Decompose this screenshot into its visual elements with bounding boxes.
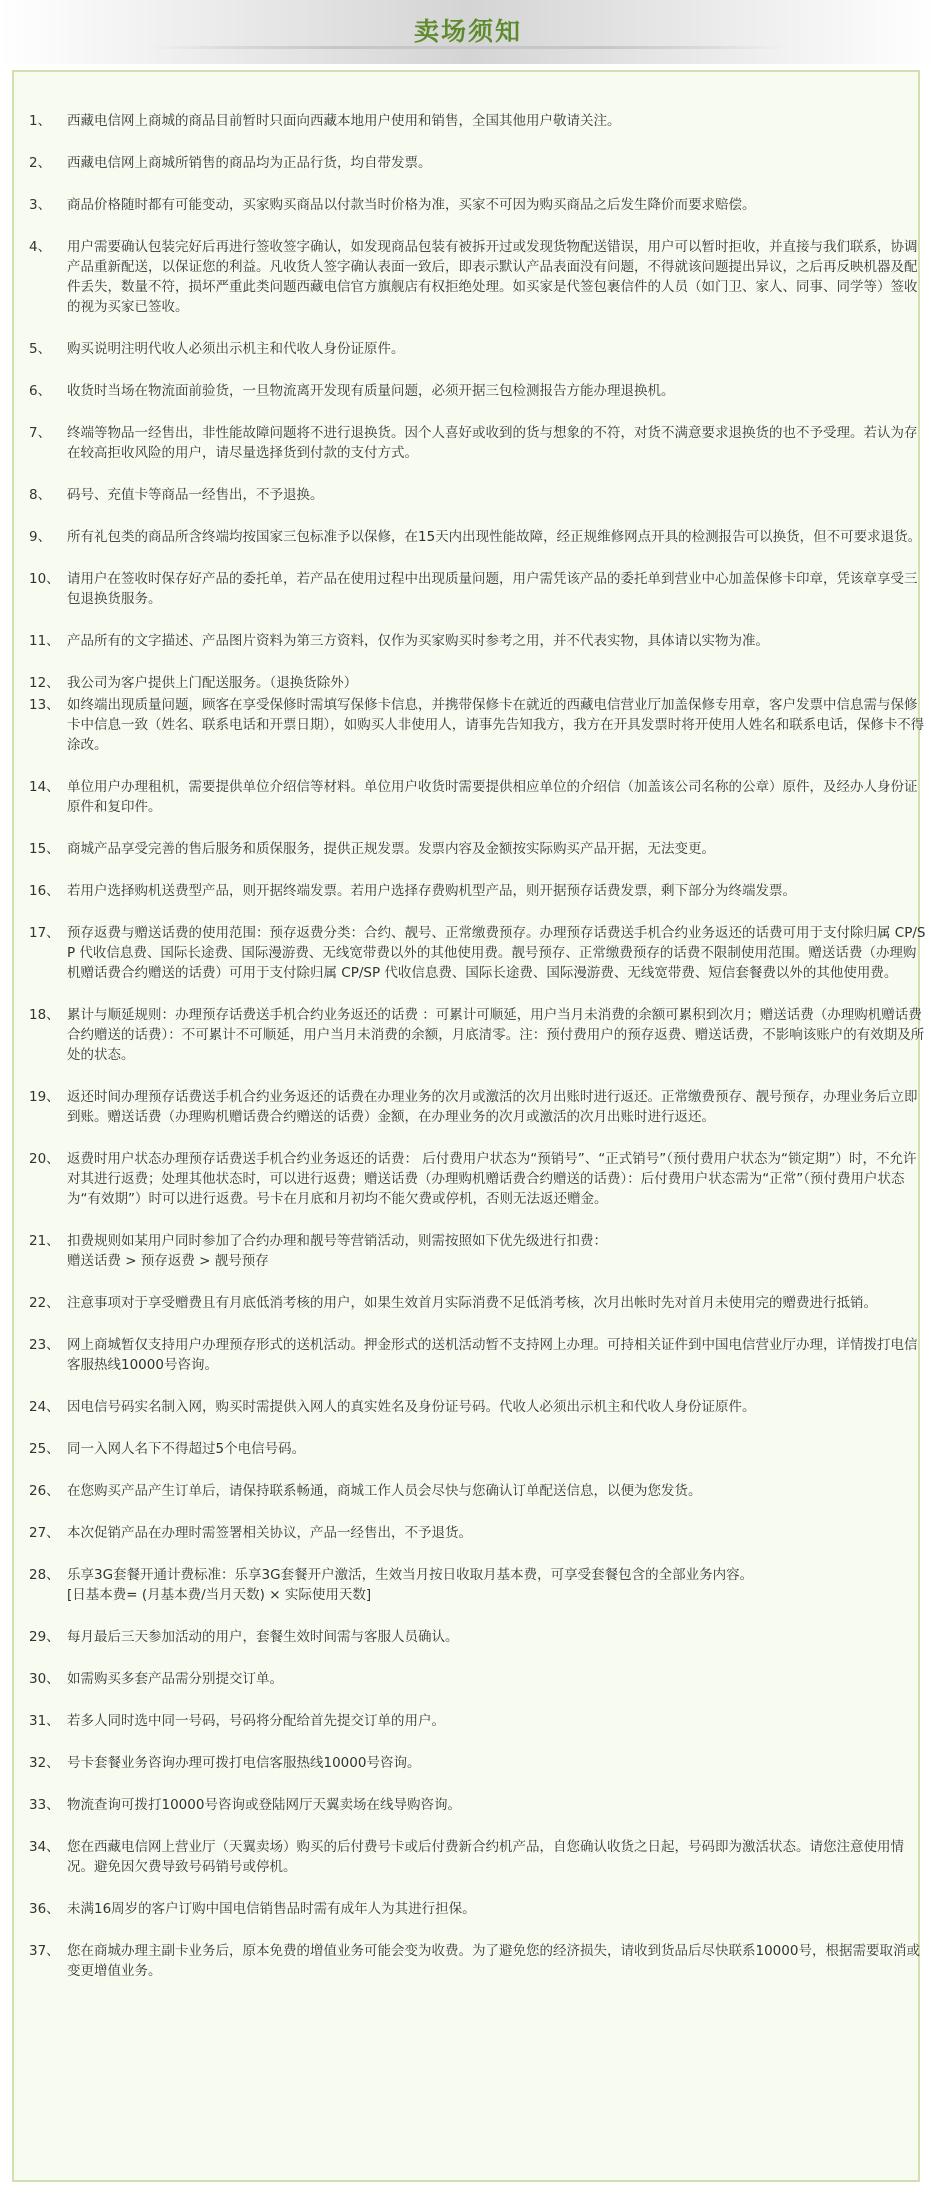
notice-item-number: 31、 (29, 1713, 60, 1729)
notice-item-text: 产品所有的文字描述、产品图片资料为第三方资料，仅作为买家购买时参考之用，并不代表实物，具体请以实物为准。 (67, 633, 769, 649)
notice-item-number: 19、 (29, 1089, 60, 1105)
notice-item (29, 1899, 929, 1919)
notice-item-number: 8、 (29, 487, 52, 503)
notice-item-text: 返还时间办理预存话费送手机合约业务返还的话费在办理业务的次月或激活的次月出账时进行返还。正常缴费预存、靓号预存，办理业务后立即到账。赠送话费（办理购机赠话费合约赠送的话费）金额，在办理业务的次月或激活的次月出账时进行返还。 (67, 1089, 918, 1125)
notice-item (29, 695, 929, 755)
notice-item (29, 111, 929, 131)
notice-item (29, 1627, 929, 1647)
notice-item-number: 32、 (29, 1755, 60, 1771)
notice-item (29, 423, 929, 463)
notice-item-text: 号卡套餐业务咨询办理可拨打电信客服热线10000号咨询。 (67, 1755, 421, 1771)
notice-item-number: 21、 (29, 1233, 60, 1249)
notice-item-number: 26、 (29, 1483, 60, 1499)
notice-item (29, 777, 929, 817)
notice-item-number: 15、 (29, 841, 60, 857)
notice-item-text: 西藏电信网上商城的商品目前暂时只面向西藏本地用户使用和销售，全国其他用户敬请关注。 (67, 113, 621, 129)
notice-item-text: 如需购买多套产品需分别提交订单。 (67, 1671, 283, 1687)
notice-item-number: 29、 (29, 1629, 60, 1645)
notice-item-text: 扣费规则如某用户同时参加了合约办理和靓号等营销活动，则需按照如下优先级进行扣费： (67, 1233, 607, 1249)
notice-item-number: 4、 (29, 239, 52, 255)
notice-item-number: 20、 (29, 1151, 60, 1167)
notice-item (29, 1837, 929, 1877)
notice-panel (12, 70, 926, 2182)
notice-item (29, 195, 929, 215)
notice-item-number: 17、 (29, 925, 60, 941)
notice-item (29, 527, 929, 547)
notice-list (29, 111, 929, 2003)
notice-item (29, 1231, 929, 1271)
notice-item (29, 381, 929, 401)
notice-item (29, 485, 929, 505)
page-title: 卖场须知 (413, 17, 522, 46)
notice-item-text: 终端等物品一经售出，非性能故障问题将不进行退换货。因个人喜好或收到的货与想象的不符，对货不满意要求退换货的也不予受理。若认为存在较高拒收风险的用户，请尽量选择货到付款的支付方式。 (67, 425, 918, 461)
notice-item-number: 36、 (29, 1901, 60, 1917)
notice-item (29, 153, 929, 173)
notice-item-number: 5、 (29, 341, 52, 357)
notice-item-text: 码号、充值卡等商品一经售出，不予退换。 (67, 487, 324, 503)
notice-item-text: 西藏电信网上商城所销售的商品均为正品行货，均自带发票。 (67, 155, 432, 171)
notice-item-text: 若用户选择购机送费型产品，则开据终端发票。若用户选择存费购机型产品，则开据预存话费发票，剩下部分为终端发票。 (67, 883, 796, 899)
notice-item (29, 631, 929, 651)
notice-item-text: 乐享3G套餐开通计费标准：乐享3G套餐开户激活，生效当月按日收取月基本费，可享受套餐包含的全部业务内容。 (67, 1567, 754, 1583)
notice-item (29, 1087, 929, 1127)
notice-item-text: 每月最后三天参加活动的用户，套餐生效时间需与客服人员确认。 (67, 1629, 459, 1645)
notice-item (29, 923, 929, 983)
notice-item-text: 商城产品享受完善的售后服务和质保服务，提供正规发票。发票内容及金额按实际购买产品开据，无法变更。 (67, 841, 715, 857)
notice-item-number: 22、 (29, 1295, 60, 1311)
notice-item-number: 2、 (29, 155, 52, 171)
notice-item (29, 673, 929, 693)
notice-item-number: 9、 (29, 529, 52, 545)
notice-item-number: 23、 (29, 1337, 60, 1353)
notice-item-text: 单位用户办理租机，需要提供单位介绍信等材料。单位用户收货时需要提供相应单位的介绍信（加盖该公司名称的公章）原件，及经办人身份证原件和复印件。 (67, 779, 918, 815)
notice-item (29, 1293, 929, 1313)
notice-item-text: 累计与顺延规则：办理预存话费送手机合约业务返还的话费 ：可累计可顺延，用户当月未消费的余额可累积到次月；赠送话费（办理购机赠话费合约赠送的话费）：不可累计不可顺延，用户当月未消费的余额，月底清零。注：预付费用户的预存返费、赠送话费，不影响该账户的有效期及所处的状态。 (67, 1007, 925, 1063)
notice-item (29, 1795, 929, 1815)
notice-item-number: 24、 (29, 1399, 60, 1415)
notice-item-text: 如终端出现质量问题，顾客在享受保修时需填写保修卡信息，并携带保修卡在就近的西藏电信营业厅加盖保修专用章，客户发票中信息需与保修卡中信息一致（姓名、联系电话和开票日期），如购买人非使用人，请事先告知我方，我方在开具发票时将开使用人姓名和联系电话，保修卡不得涂改。 (67, 697, 925, 753)
notice-item-number: 30、 (29, 1671, 60, 1687)
notice-item (29, 1397, 929, 1417)
notice-item-text: 注意事项对于享受赠费且有月底低消考核的用户，如果生效首月实际消费不足低消考核，次月出帐时先对首月未使用完的赠费进行抵销。 (67, 1295, 877, 1311)
notice-item-number: 33、 (29, 1797, 60, 1813)
notice-item-text: 同一入网人名下不得超过5个电信号码。 (67, 1441, 306, 1457)
notice-item (29, 1335, 929, 1375)
notice-item-text: 未满16周岁的客户订购中国电信销售品时需有成年人为其进行担保。 (67, 1901, 476, 1917)
notice-item (29, 1439, 929, 1459)
notice-item-number: 16、 (29, 883, 60, 899)
notice-item-text: 购买说明注明代收人必须出示机主和代收人身份证原件。 (67, 341, 405, 357)
notice-item (29, 1523, 929, 1543)
notice-item-number: 3、 (29, 197, 52, 213)
notice-item (29, 569, 929, 609)
notice-item-number: 11、 (29, 633, 60, 649)
notice-item-number: 27、 (29, 1525, 60, 1541)
notice-item-number: 1、 (29, 113, 52, 129)
notice-item (29, 1711, 929, 1731)
notice-item-number: 7、 (29, 425, 52, 441)
notice-item (29, 1149, 929, 1209)
notice-item (29, 1481, 929, 1501)
notice-item-number: 25、 (29, 1441, 60, 1457)
notice-item-text: 网上商城暂仅支持用户办理预存形式的送机活动。押金形式的送机活动暂不支持网上办理。可持相关证件到中国电信营业厅办理，详情拨打电信客服热线10000号咨询。 (67, 1337, 918, 1373)
notice-item (29, 881, 929, 901)
notice-item-number: 14、 (29, 779, 60, 795)
notice-item-text: 返费时用户状态办理预存话费送手机合约业务返还的话费： 后付费用户状态为“预销号”、“正式销号”（预付费用户状态为“锁定期”）时，不允许对其进行返费；处理其他状态时，可以进行返费；赠送话费（办理购机赠话费合约赠送的话费）：后付费用户状态需为“正常”（预付费用户状态为“有效期”）时可以进行返费。号卡在月底和月初均不能欠费或停机，否则无法返还赠金。 (67, 1151, 917, 1207)
notice-item (29, 1005, 929, 1065)
title-bar (0, 0, 936, 64)
notice-item-text-line2: 赠送话费 > 预存返费 > 靓号预存 (67, 1253, 269, 1269)
notice-item-number: 13、 (29, 697, 60, 713)
notice-item-text: 因电信号码实名制入网，购买时需提供入网人的真实姓名及身份证号码。代收人必须出示机主和代收人身份证原件。 (67, 1399, 756, 1415)
notice-item (29, 237, 929, 317)
notice-item-text: 本次促销产品在办理时需签署相关协议，产品一经售出，不予退货。 (67, 1525, 472, 1541)
notice-item-number: 12、 (29, 675, 60, 691)
notice-item-number: 28、 (29, 1567, 60, 1583)
notice-item-text: 请用户在签收时保存好产品的委托单，若产品在使用过程中出现质量问题，用户需凭该产品的委托单到营业中心加盖保修卡印章，凭该章享受三包退换货服务。 (67, 571, 918, 607)
notice-item-text: 若多人同时选中同一号码，号码将分配给首先提交订单的用户。 (67, 1713, 445, 1729)
notice-item-text: 所有礼包类的商品所含终端均按国家三包标准予以保修，在15天内出现性能故障，经正规维修网点开具的检测报告可以换货，但不可要求退货。 (67, 529, 922, 545)
notice-item (29, 1565, 929, 1605)
notice-item-number: 10、 (29, 571, 60, 587)
notice-item-number: 6、 (29, 383, 52, 399)
notice-item-text: 预存返费与赠送话费的使用范围：预存返费分类：合约、靓号、正常缴费预存。办理预存话费送手机合约业务返还的话费可用于支付除归属 CP/SP 代收信息费、国际长途费、国际漫游费、无线宽带费以外的其他使用费。靓号预存、正常缴费预存的话费不限制使用范围。赠送话费（办理购机赠话费合约赠送的话费）可用于支付除归属 CP/SP 代收信息费、国际长途费、国际漫游费、无线宽带费、短信套餐费以外的其他使用费。 (67, 925, 926, 981)
notice-item (29, 1669, 929, 1689)
notice-item-text: 在您购买产品产生订单后，请保持联系畅通，商城工作人员会尽快与您确认订单配送信息，以便为您发货。 (67, 1483, 702, 1499)
notice-item-text: 物流查询可拨打10000号咨询或登陆网厅天翼卖场在线导购咨询。 (67, 1797, 461, 1813)
notice-item-text: 收货时当场在物流面前验货，一旦物流离开发现有质量问题，必须开据三包检测报告方能办理退换机。 (67, 383, 675, 399)
notice-item-text: 您在西藏电信网上营业厅（天翼卖场）购买的后付费号卡或后付费新合约机产品，自您确认收货之日起，号码即为激活状态。请您注意使用情况。避免因欠费导致号码销号或停机。 (67, 1839, 904, 1875)
notice-item-text: 您在商城办理主副卡业务后，原本免费的增值业务可能会变为收费。为了避免您的经济损失，请收到货品后尽快联系10000号，根据需要取消或变更增值业务。 (67, 1943, 920, 1979)
notice-item-text: 用户需要确认包装完好后再进行签收签字确认，如发现商品包装有被拆开过或发现货物配送错误，用户可以暂时拒收，并直接与我们联系，协调产品重新配送，以保证您的利益。凡收货人签字确认表面一致后，即表示默认产品表面没有问题，不得就该问题提出异议，之后再反映机器及配件丢失，数量不符，损坏严重此类问题西藏电信官方旗舰店有权拒绝处理。如买家是代签包裹信件的人员（如门卫、家人、同事、同学等）签收的视为买家已签收。 (67, 239, 918, 315)
notice-item (29, 1753, 929, 1773)
notice-item-text: 商品价格随时都有可能变动，买家购买商品以付款当时价格为准，买家不可因为购买商品之后发生降价而要求赔偿。 (67, 197, 756, 213)
notice-item-text-line2: [日基本费= (月基本费/当月天数) × 实际使用天数] (67, 1587, 372, 1603)
notice-item (29, 339, 929, 359)
notice-item (29, 1941, 929, 1981)
notice-item (29, 839, 929, 859)
notice-item-number: 34、 (29, 1839, 60, 1855)
notice-item-number: 18、 (29, 1007, 60, 1023)
notice-item-number: 37、 (29, 1943, 60, 1959)
notice-item-text: 我公司为客户提供上门配送服务。（退换货除外） (67, 675, 358, 691)
